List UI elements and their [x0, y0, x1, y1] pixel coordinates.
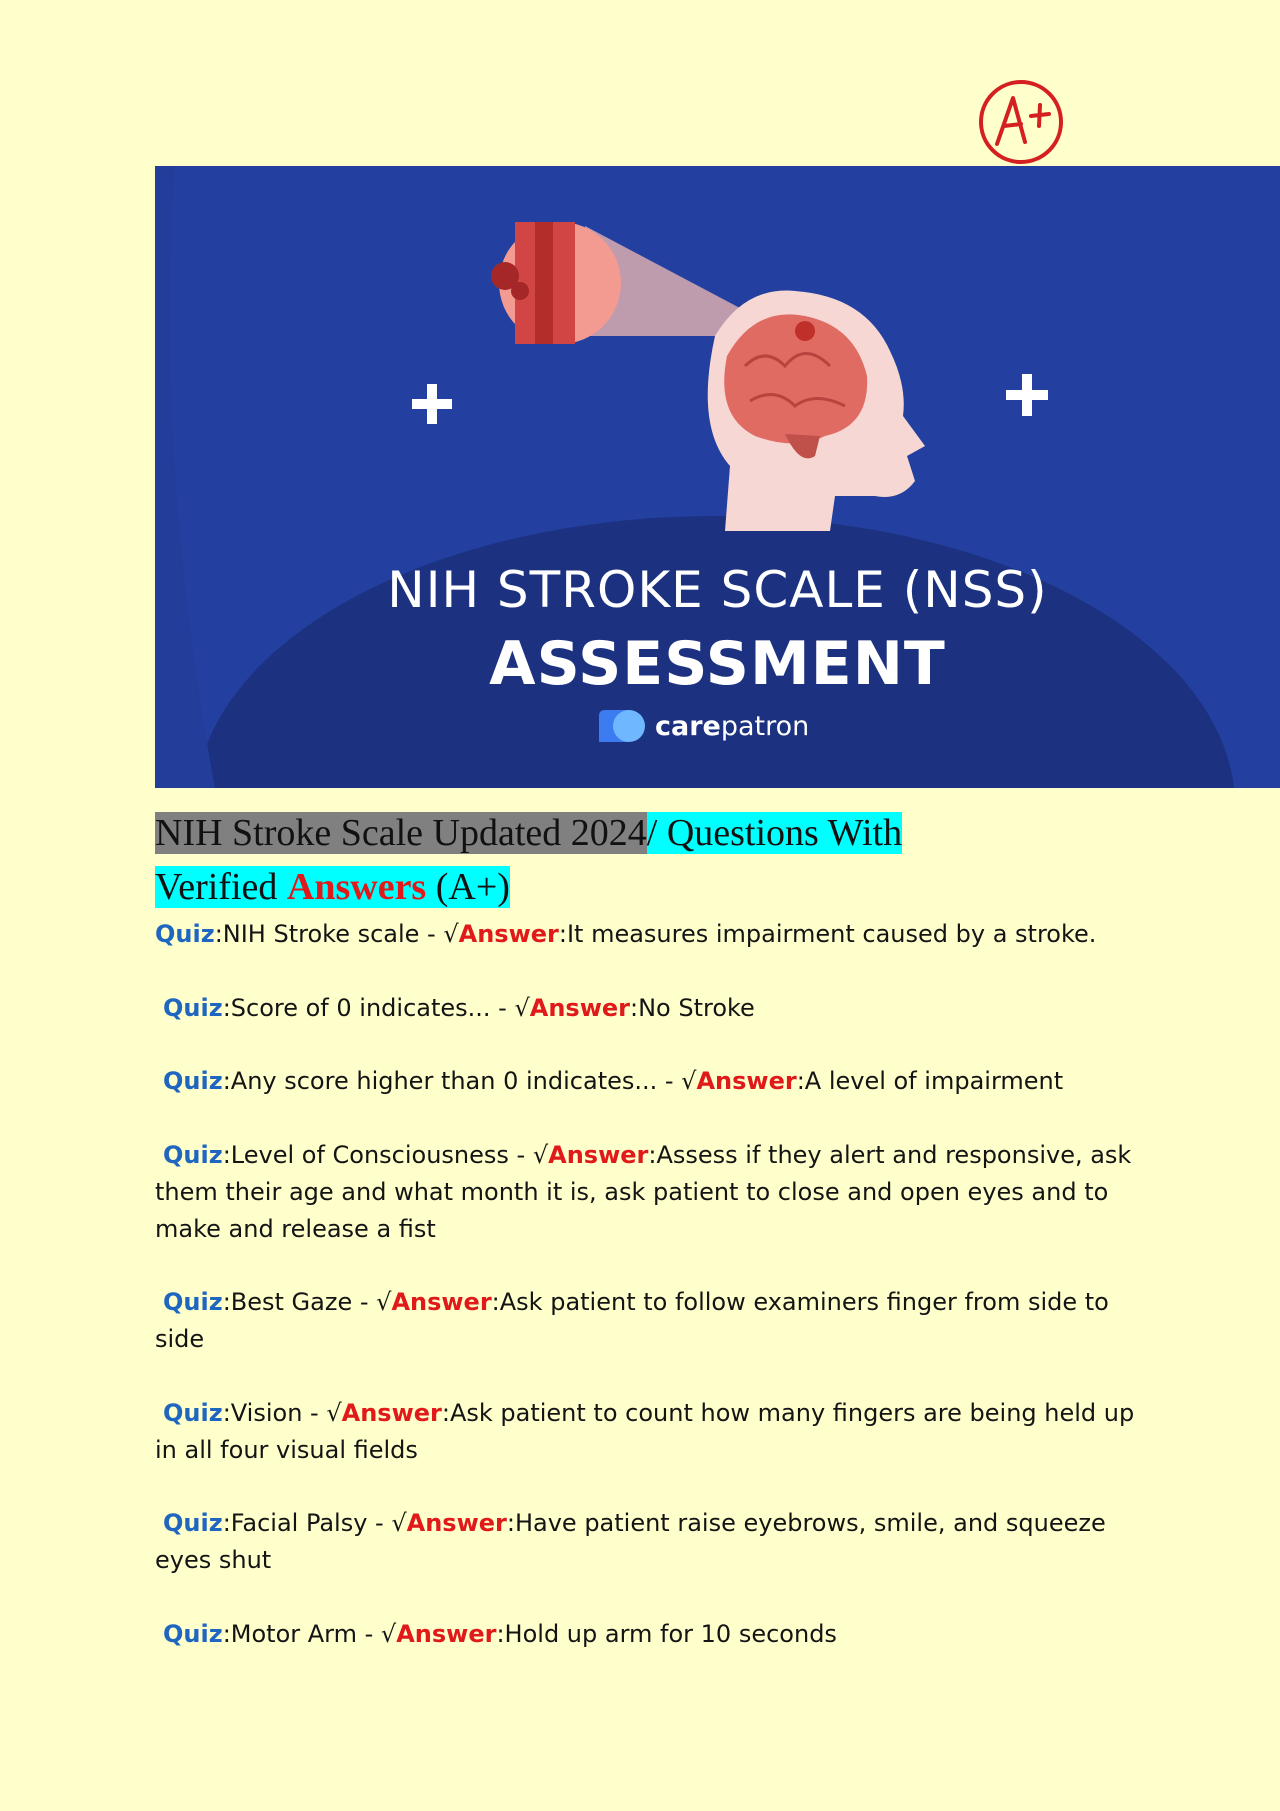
answer-text: :It measures impairment caused by a stroke. — [558, 920, 1097, 948]
title-part-highlighted: NIH Stroke Scale Updated 2024 — [155, 812, 647, 854]
answer-text: :Have patient raise eyebrows, smile, and squeeze eyes shut — [155, 1509, 1106, 1574]
qa-item — [155, 1616, 1135, 1653]
quiz-label: Quiz — [163, 1067, 223, 1095]
check-mark: √ — [443, 920, 459, 948]
quiz-label: Quiz — [163, 1398, 223, 1427]
check-mark: √ — [514, 993, 530, 1022]
answer-text: :Ask patient to follow examiners finger from side to side — [155, 1288, 1109, 1353]
title-line2: Verified Answers (A+) — [155, 866, 510, 908]
question-text: :NIH Stroke scale - — [214, 920, 444, 948]
answer-text: :No Stroke — [629, 993, 755, 1022]
answer-label: Answer — [406, 1509, 507, 1537]
question-text: :Score of 0 indicates... - — [222, 993, 515, 1022]
brand-name: carepatron — [655, 710, 810, 742]
title-part-cyan: / Questions With — [646, 812, 903, 854]
check-mark: √ — [391, 1509, 407, 1537]
quiz-label: Quiz — [163, 1509, 223, 1537]
answer-label: Answer — [396, 1619, 497, 1648]
question-text: :Vision - — [222, 1398, 327, 1427]
qa-item — [155, 1505, 1135, 1579]
check-mark: √ — [380, 1619, 397, 1648]
banner-heading-line1: NIH STROKE SCALE (NSS) — [387, 561, 1048, 619]
grade-seal-stamp — [975, 76, 1067, 168]
quiz-label: Quiz — [163, 993, 223, 1022]
check-mark: √ — [532, 1140, 549, 1169]
quiz-label: Quiz — [163, 1140, 223, 1169]
answer-label: Answer — [391, 1288, 492, 1316]
answer-text: :Hold up arm for 10 seconds — [496, 1619, 837, 1648]
qa-list — [155, 916, 1135, 1689]
question-text: :Any score higher than 0 indicates... - — [222, 1067, 682, 1095]
qa-item — [155, 990, 1135, 1027]
hero-banner — [155, 166, 1280, 788]
check-mark: √ — [681, 1067, 697, 1095]
answer-text: :Assess if they alert and responsive, ask them their age and what month it is, ask patient to close and open eyes and to make and release a fist — [155, 1140, 1132, 1243]
check-mark: √ — [376, 1288, 392, 1316]
quiz-label: Quiz — [163, 1619, 223, 1648]
banner-heading-line2: ASSESSMENT — [489, 629, 946, 699]
question-text: :Best Gaze - — [222, 1288, 377, 1316]
carepatron-logo-icon — [595, 706, 647, 746]
quiz-label: Quiz — [163, 1288, 223, 1316]
check-mark: √ — [326, 1398, 342, 1427]
qa-item — [155, 1063, 1135, 1100]
qa-item — [155, 1284, 1135, 1358]
qa-item — [155, 1137, 1135, 1248]
qa-item — [155, 916, 1135, 953]
quiz-label: Quiz — [155, 920, 215, 948]
answer-text: :Ask patient to count how many fingers are being held up in all four visual fields — [155, 1398, 1135, 1464]
question-text: :Facial Palsy - — [222, 1509, 392, 1537]
question-text: :Level of Consciousness - — [222, 1140, 533, 1169]
answer-label: Answer — [529, 993, 630, 1022]
answer-label: Answer — [341, 1398, 442, 1427]
answer-label: Answer — [548, 1140, 649, 1169]
qa-item — [155, 1395, 1135, 1469]
brand-logo — [595, 704, 809, 748]
answer-label: Answer — [458, 920, 559, 948]
question-text: :Motor Arm - — [222, 1619, 381, 1648]
answer-text: :A level of impairment — [796, 1067, 1064, 1095]
document-title — [155, 806, 1035, 914]
answer-label: Answer — [696, 1067, 797, 1095]
